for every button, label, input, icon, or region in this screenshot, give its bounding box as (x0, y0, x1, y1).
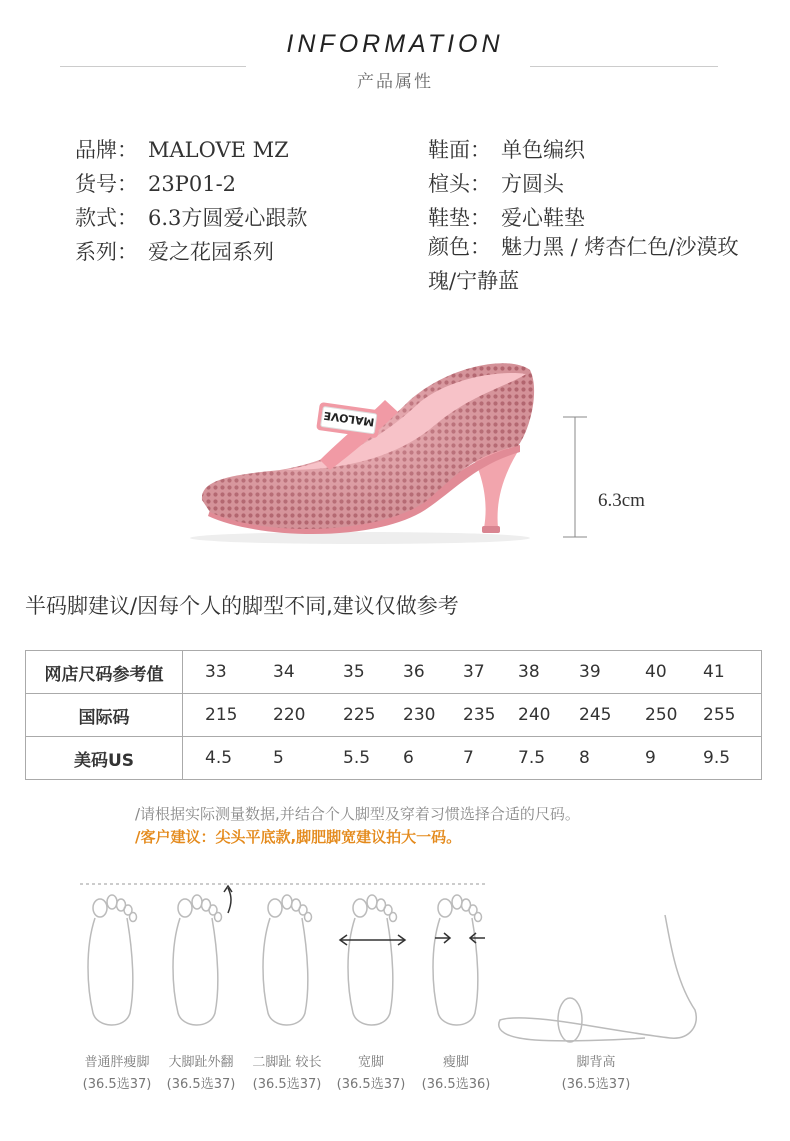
table-cell: 9 (645, 748, 656, 768)
table-cell: 225 (343, 705, 376, 725)
foot-long-second-toe-icon (263, 895, 312, 1025)
foot-caption: 瘦脚 (36.5选36) (421, 1055, 491, 1092)
row-values (183, 694, 762, 737)
table-cell: 235 (463, 705, 496, 725)
table-cell: 5.5 (343, 748, 371, 768)
foot-caption: 大脚趾外翻 (36.5选37) (166, 1055, 236, 1092)
section-title-en: INFORMATION (286, 30, 504, 58)
attr-insole: 鞋垫： 爱心鞋垫 (428, 206, 585, 230)
row-header: 网店尺码参考值 (26, 651, 183, 694)
foot-caption: 二脚趾 较长 (36.5选37) (252, 1055, 322, 1092)
foot-narrow-icon (433, 895, 485, 1025)
row-header: 国际码 (26, 694, 183, 737)
row-values (183, 651, 762, 694)
table-cell: 220 (273, 705, 306, 725)
foot-caption: 宽脚 (36.5选37) (336, 1055, 406, 1092)
table-cell: 7.5 (518, 748, 546, 768)
table-cell: 245 (579, 705, 612, 725)
size-advice-heading: 半码脚建议/因每个人的脚型不同,建议仅做参考 (25, 594, 459, 618)
table-cell: 255 (703, 705, 736, 725)
table-cell: 38 (518, 662, 540, 682)
attr-style: 款式： 6.3方圆爱心跟款 (75, 206, 308, 230)
foot-wide-icon (340, 895, 405, 1025)
table-row (26, 737, 762, 780)
heel-height-label: 6.3cm (598, 490, 645, 511)
height-marker (560, 415, 590, 540)
table-cell: 9.5 (703, 748, 731, 768)
table-cell: 34 (273, 662, 295, 682)
table-cell: 35 (343, 662, 365, 682)
foot-caption: 脚背高 (36.5选37) (561, 1055, 631, 1092)
measurement-tip: /请根据实际测量数据,并结合个人脚型及穿着习惯选择合适的尺码。 (135, 805, 580, 823)
foot-caption: 普通胖瘦脚 (36.5选37) (82, 1055, 152, 1092)
size-chart (25, 650, 762, 780)
table-cell: 40 (645, 662, 667, 682)
foot-high-instep-icon (499, 915, 697, 1042)
foot-normal-icon (88, 895, 137, 1025)
table-cell: 6 (403, 748, 414, 768)
shoe-image (170, 330, 550, 550)
table-row (26, 694, 762, 737)
table-cell: 240 (518, 705, 551, 725)
table-cell: 7 (463, 748, 474, 768)
foot-bunion-icon (173, 886, 232, 1025)
table-cell: 41 (703, 662, 725, 682)
attr-upper: 鞋面： 单色编织 (428, 138, 585, 162)
attr-series: 系列： 爱之花园系列 (75, 240, 274, 264)
customer-advice: /客户建议：尖头平底款,脚肥脚宽建议拍大一码。 (135, 828, 462, 846)
row-header: 美码US (26, 737, 183, 780)
table-cell: 33 (205, 662, 227, 682)
strap-logo-text: MALOVE (322, 408, 376, 429)
attr-colors: 颜色： 魅力黑 / 烤杏仁色/沙漠玫瑰/宁静蓝 (428, 235, 739, 293)
attr-toe: 楦头： 方圆头 (428, 172, 564, 196)
table-cell: 5 (273, 748, 284, 768)
section-title-zh: 产品属性 (357, 72, 433, 92)
attr-brand: 品牌： MALOVE MZ (75, 138, 289, 162)
table-cell: 8 (579, 748, 590, 768)
table-row (26, 651, 762, 694)
table-cell: 215 (205, 705, 238, 725)
table-cell: 37 (463, 662, 485, 682)
row-values (183, 737, 762, 780)
table-cell: 250 (645, 705, 678, 725)
attr-item-no: 货号： 23P01-2 (75, 172, 237, 196)
foot-types-diagram (60, 870, 700, 1050)
table-cell: 230 (403, 705, 436, 725)
table-cell: 36 (403, 662, 425, 682)
table-cell: 4.5 (205, 748, 233, 768)
table-cell: 39 (579, 662, 601, 682)
